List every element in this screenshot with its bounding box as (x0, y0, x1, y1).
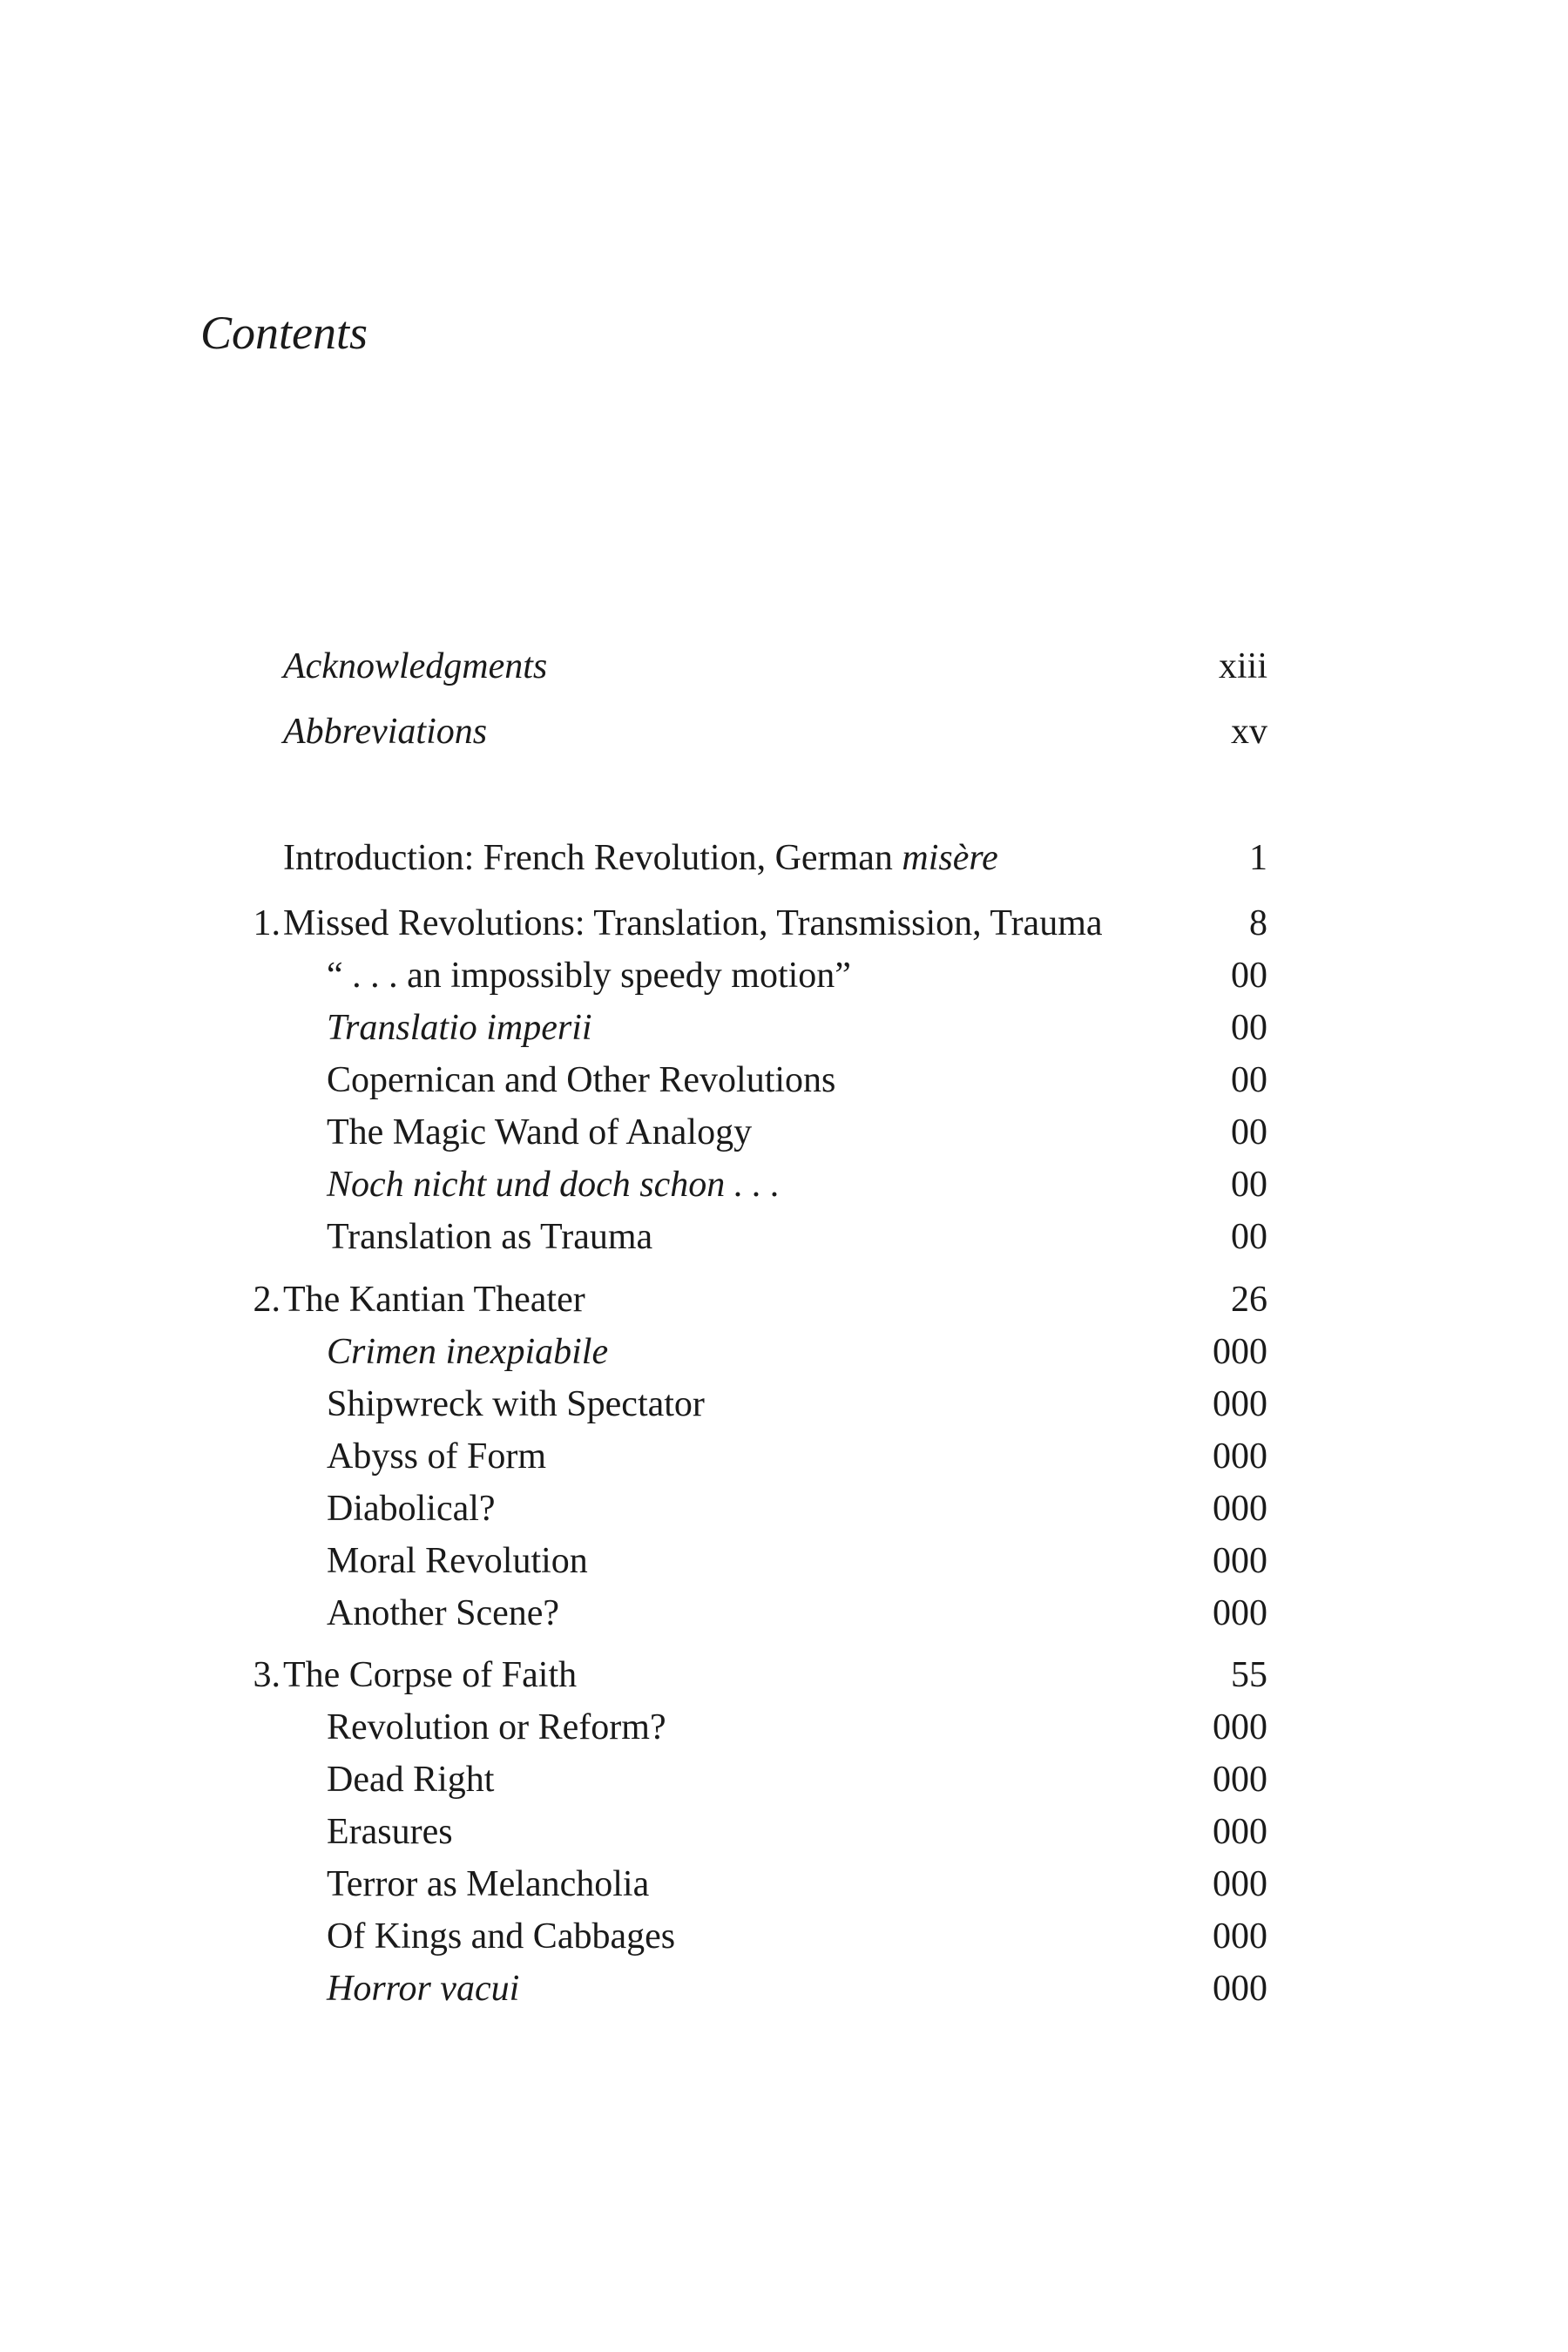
toc-section[interactable] (200, 1806, 1267, 1858)
toc-section[interactable] (200, 1430, 1267, 1483)
section-page: 00 (1231, 1060, 1267, 1100)
section-title: Another Scene? (327, 1593, 560, 1633)
toc-entry-abbreviations[interactable] (200, 706, 1267, 758)
section-title: Erasures (327, 1812, 453, 1852)
section-title: Terror as Melancholia (327, 1864, 650, 1904)
section-title: Dead Right (327, 1760, 495, 1800)
section-page: 00 (1231, 956, 1267, 996)
toc-chapter-2[interactable] (200, 1274, 1267, 1326)
toc-entry-page: xiii (1218, 646, 1267, 686)
toc-entry-introduction[interactable] (200, 832, 1267, 884)
section-title: The Magic Wand of Analogy (327, 1112, 753, 1152)
table-of-contents (200, 0, 1267, 2352)
section-page: 000 (1213, 1707, 1267, 1747)
toc-section[interactable] (200, 1054, 1267, 1106)
section-title: Diabolical? (327, 1489, 496, 1529)
chapter-title: The Corpse of Faith (283, 1655, 578, 1695)
toc-entry-title-prefix: Introduction: French Revolution, German (283, 838, 902, 878)
section-page: 00 (1231, 1112, 1267, 1152)
section-title: Noch nicht und doch schon . . . (327, 1165, 781, 1205)
section-page: 000 (1213, 1760, 1267, 1800)
toc-section[interactable] (200, 1483, 1267, 1535)
toc-chapter-3[interactable] (200, 1649, 1267, 1701)
toc-section[interactable] (200, 1963, 1267, 2015)
section-title: Translation as Trauma (327, 1217, 653, 1257)
chapter-title: The Kantian Theater (283, 1280, 585, 1320)
toc-section[interactable] (200, 1106, 1267, 1159)
toc-section[interactable] (200, 1159, 1267, 1211)
toc-section[interactable] (200, 1211, 1267, 1263)
toc-section[interactable] (200, 1754, 1267, 1806)
chapter-page: 8 (1249, 903, 1267, 943)
page-title: Contents (200, 307, 368, 359)
section-title: Translatio imperii (327, 1008, 592, 1048)
section-page: 000 (1213, 1593, 1267, 1633)
section-page: 00 (1231, 1165, 1267, 1205)
section-title: Shipwreck with Spectator (327, 1384, 705, 1424)
toc-section[interactable] (200, 1002, 1267, 1054)
toc-entry-page: 1 (1249, 838, 1267, 878)
section-page: 00 (1231, 1008, 1267, 1048)
toc-section[interactable] (200, 1858, 1267, 1910)
toc-entry-title (283, 832, 998, 884)
toc-entry-acknowledgments[interactable] (200, 640, 1267, 693)
chapter-page: 26 (1231, 1280, 1267, 1320)
section-title: Horror vacui (327, 1969, 520, 2009)
section-page: 000 (1213, 1384, 1267, 1424)
toc-section[interactable] (200, 1326, 1267, 1378)
chapter-title: Missed Revolutions: Translation, Transmission, Trauma (283, 903, 1103, 943)
toc-section[interactable] (200, 1587, 1267, 1639)
section-page: 000 (1213, 1812, 1267, 1852)
section-page: 000 (1213, 1436, 1267, 1477)
toc-section[interactable] (200, 1910, 1267, 1963)
section-title: Crimen inexpiabile (327, 1332, 609, 1372)
toc-section[interactable] (200, 1701, 1267, 1754)
toc-entry-title: Abbreviations (283, 712, 488, 752)
toc-entry-title: Acknowledgments (283, 646, 548, 686)
section-title: Abyss of Form (327, 1436, 547, 1477)
section-page: 000 (1213, 1541, 1267, 1581)
toc-entry-title-emphasis: misère (902, 838, 998, 878)
toc-section[interactable] (200, 950, 1267, 1002)
section-page: 00 (1231, 1217, 1267, 1257)
chapter-page: 55 (1231, 1655, 1267, 1695)
section-title: Of Kings and Cabbages (327, 1916, 676, 1957)
section-title: Copernican and Other Revolutions (327, 1060, 836, 1100)
chapter-number: 3. (253, 1655, 280, 1695)
chapter-number: 2. (253, 1280, 280, 1320)
section-title: Moral Revolution (327, 1541, 588, 1581)
section-title: “ . . . an impossibly speedy motion” (327, 956, 851, 996)
toc-section[interactable] (200, 1535, 1267, 1587)
section-title: Revolution or Reform? (327, 1707, 666, 1747)
section-page: 000 (1213, 1864, 1267, 1904)
section-page: 000 (1213, 1332, 1267, 1372)
toc-section[interactable] (200, 1378, 1267, 1430)
chapter-number: 1. (253, 903, 280, 943)
toc-chapter-1[interactable] (200, 897, 1267, 950)
toc-entry-page: xv (1231, 712, 1267, 752)
section-page: 000 (1213, 1489, 1267, 1529)
section-page: 000 (1213, 1916, 1267, 1957)
section-page: 000 (1213, 1969, 1267, 2009)
